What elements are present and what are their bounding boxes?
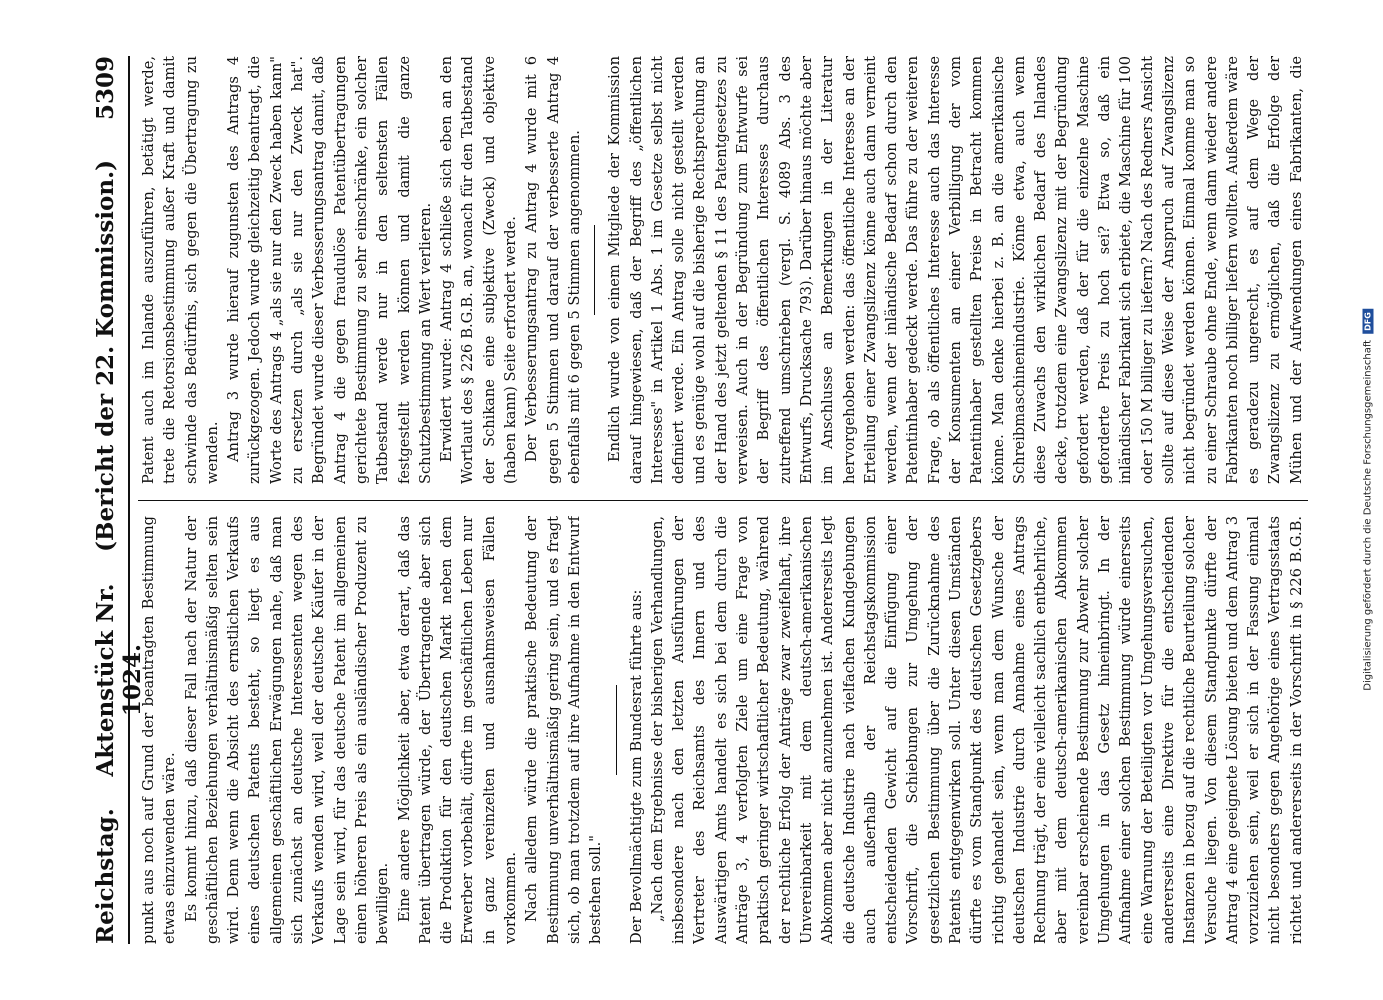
section-rule bbox=[594, 225, 595, 315]
paragraph: Der Bevollmächtigte zum Bundesrat führte aus: bbox=[627, 589, 645, 944]
credit-text: Digitalisierung gefördert durch die Deutsche Forschungsgemeinschaft bbox=[1362, 339, 1374, 691]
paragraph: Antrag 3 wurde hierauf zugunsten des Antrags 4 zurückgezogen. Jedoch wurde gleichzeitig beantragt, die Worte des Antrags 4 „als sie nur den Zweck haben kann" zu ersetzen durch „als sie nur den Zweck hat". Begründet wurde dieser Verbesserungsantrag damit, daß Antrag 4 die gegen fraudulöse Patentübertragungen gerichtete Bestimmung zu sehr einschränke, ein solcher Tatbestand werde nur in den seltensten Fällen festgestellt werden können und damit die ganze Schutzbestimmung an Wert verlieren. bbox=[224, 56, 434, 484]
digitization-credit bbox=[1363, 309, 1374, 691]
section-rule bbox=[615, 685, 616, 775]
text-column-right bbox=[138, 56, 1308, 484]
paragraph: Endlich wurde von einem Mitgliede der Kommission darauf hingewiesen, daß der Begriff des „öffentlichen Interesses" in Artikel 1 Abs. 1 im Gesetze selbst nicht definiert werde. Ein Antrag solle nicht gestellt werden und es genüge wohl auf die bisherige Rechtsprechung an der Hand des jetzt geltenden § 11 des Patentgesetzes zu verweisen. Auch in der Begründung zum Entwurfe sei der Begriff des öffentlichen Interesses durchaus zutreffend umschrieben (vergl. S. 4089 Abs. 3 des Entwurfs, Drucksache 793). Darüber hinaus möchte aber im Anschlusse an Bemerkungen in der Literatur hervorgehoben werden: das öffentliche Interesse an der Erteilung einer Zwangslizenz könne auch dann verneint werden, wenn der inländische Bedarf schon durch den Patentinhaber gedeckt werde. Das führe zu der weiteren Frage, ob als öffentliches Interesse auch das Interesse der Konsumenten an einer Verbilligung der vom Patentinhaber gestellten Preise in Betracht kommen könne. Man denke hierbei z. B. an die amerikanische Schreibmaschinenindustrie. Könne etwa, auch wenn diese Zuwachs den wirklichen Bedarf des Inlandes decke, trotzdem eine Zwangslizenz mit der Begründung gefordert werden, daß der für die einzelne Maschine geforderte Preis zu hoch sei? Etwa so, daß ein inländischer Fabrikant sich erbiete, die Maschine für 100 oder 150 M billiger zu liefern? Nach des Redners Ansicht sollte auf diese Weise der Anspruch auf Zwangslizenz nicht begründet werden können. Einmal komme man so zu einer Schraube ohne Ende, wenn dann wieder andere Fabrikanten noch billiger liefern wollten. Außerdem wäre es geradezu ungerecht, es auf dem Wege der Zwangslizenz zu ermöglichen, daß die Erfolge der Mühen und der Aufwendungen eines Fabrikanten, die bbox=[605, 56, 1305, 484]
header-right-title: (Bericht der 22. Kommission.) bbox=[91, 160, 119, 552]
paragraph: punkt aus noch auf Grund der beantragten Bestimmung etwas einzuwenden wäre. bbox=[139, 516, 178, 944]
text-column-left bbox=[138, 516, 1308, 944]
dfg-logo-icon: DFG bbox=[1363, 309, 1374, 334]
paragraph: Es kommt hinzu, daß dieser Fall nach der Natur der geschäftlichen Beziehungen verhältnismäßig selten sein wird. Denn wenn die Absicht des ernstlichen Verkaufs eines deutschen Patents besteht, so liegt es aus allgemeinen geschäftlichen Erwägungen nahe, daß man sich zunächst an deutsche Interessenten wegen des Verkaufs wenden wird, weil der deutsche Käufer in der Lage sein wird, für das deutsche Patent im allgemeinen einen höheren Preis als ein ausländischer Produzent zu bewilligen. bbox=[182, 516, 391, 944]
paragraph: Erwidert wurde: Antrag 4 schließe sich eben an den Wortlaut des § 226 B.G.B. an, wonach für den Tatbestand der Schikane eine subjektive (Zweck) und objektive (haben kann) Seite erfordert werde. bbox=[437, 56, 519, 484]
paragraph: Nach alledem würde die praktische Bedeutung der Bestimmung unverhältnismäßig gering sein, und es fragt sich, ob man trotzdem auf ihre Aufnahme in den Entwurf bestehen soll." bbox=[522, 516, 604, 944]
paragraph: Der Verbesserungsantrag zu Antrag 4 wurde mit 6 gegen 5 Stimmen und darauf der verbesserte Antrag 4 ebenfalls mit 6 gegen 5 Stimmen angenommen. bbox=[522, 56, 583, 484]
page-number: 5309 bbox=[91, 56, 119, 121]
document-page bbox=[52, 20, 1332, 980]
header-center: Aktenstück Nr. 1024. bbox=[91, 583, 146, 777]
page-header bbox=[91, 56, 146, 944]
paragraph: Patent auch im Inlande auszuführen, betätigt werde, trete die Retorsionsbestimmung außer Kraft und damit schwinde das Bedürfnis, sich gegen die Übertragung zu wenden. bbox=[139, 56, 221, 484]
paragraph: Eine andere Möglichkeit aber, etwa derart, daß das Patent übertragen würde, der Übertragende aber sich die Produktion für den deutschen Markt neben dem Erwerber vorbehält, dürfte im geschäftlichen Leben nur in ganz vereinzelten und ausnahmsweisen Fällen vorkommen. bbox=[395, 516, 519, 944]
paragraph: „Nach dem Ergebnisse der bisherigen Verhandlungen, insbesondere nach den letzten Ausführungen der Vertreter des Reichsamts des Innern und des Auswärtigen Amts handelt es sich bei dem durch die Anträge 3, 4 verfolgten Ziele um eine Frage von praktisch geringer wirtschaftlicher Bedeutung, während der rechtliche Erfolg der Anträge zwar zweifelhaft, ihre Unvereinbarkeit mit dem deutsch-amerikanischen Abkommen aber nicht anzunehmen ist. Andererseits legt die deutsche Industrie nach vielfachen Kundgebungen auch außerhalb der Reichstagskommission entscheidenden Gewicht auf die Einfügung einer Vorschrift, die Schiebungen zur Umgehung der gesetzlichen Bestimmung über die Zurücknahme des Patents entgegenwirken soll. Unter diesen Umständen dürfte es vom Standpunkt des deutschen Gesetzgebers richtig gehandelt sein, wenn man dem Wunsche der deutschen Industrie durch Annahme eines Antrags Rechnung trägt, der eine vielleicht sachlich entbehrliche, aber mit dem deutsch-amerikanischen Abkommen vereinbar erscheinende Bestimmung zur Abwehr solcher Umgehungen in das Gesetz hineinbringt. In der Aufnahme einer solchen Bestimmung würde einerseits eine Warnung der Beteiligten vor Umgehungsversuchen, andererseits eine Direktive für die entscheidenden Instanzen in bezug auf die rechtliche Beurteilung solcher Versuche liegen. Von diesem Standpunkte dürfte der Antrag 4 eine geeignete Lösung bieten und dem Antrag 3 vorzuziehen sein, weil er sich in der Fassung einmal nicht besonders gegen Angehörige eines Vertragsstaats richtet und andererseits in der Vorschrift in § 226 B.G.B. bbox=[648, 516, 1305, 944]
column-divider bbox=[138, 500, 1308, 501]
header-left: Reichstag. bbox=[91, 808, 119, 944]
